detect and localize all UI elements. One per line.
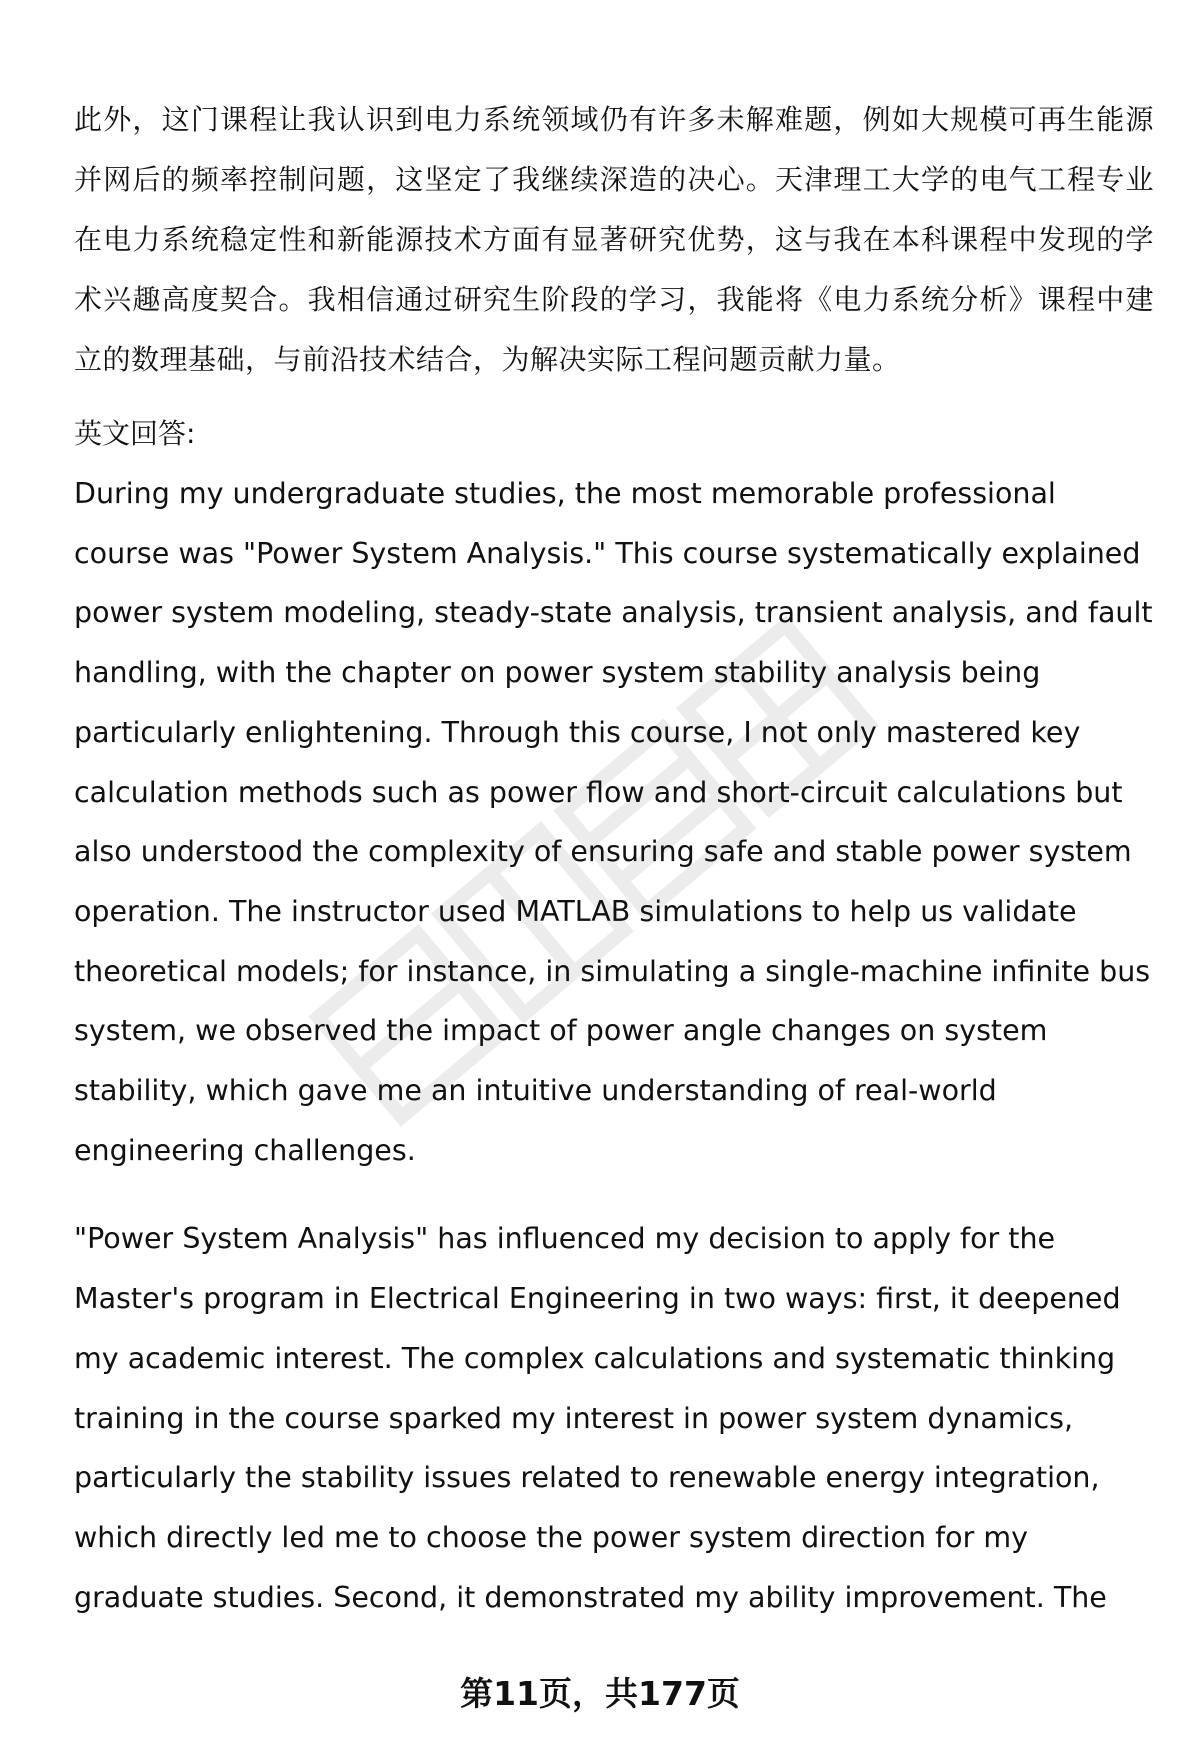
english-paragraph-1: During my undergraduate studies, the most memorable professional course was "Power System Analysis." This course systematically explained power system modeling, steady-state analysis, transient analysis, and fault handling, with the chapter on power system stability analysis being particularly enlightening. Through this course, I not only mastered key calculation methods such as power flow and short-circuit calculations but also understood the complexity of ensuring safe and stable power system operation. The instructor used MATLAB simulations to help us validate theoretical models; for instance, in simulating a single-machine infinite bus system, we observed the impact of power angle changes on system stability, which gave me an intuitive understanding of real-world engineering challenges. xyxy=(74,477,1153,1167)
page-number-footer: 第11页，共177页 xyxy=(460,1674,740,1713)
chinese-paragraph: 此外，这门课程让我认识到电力系统领域仍有许多未解难题，例如大规模可再生能源并网后的频率控制问题，这坚定了我继续深造的决心。天津理工大学的电气工程专业在电力系统稳定性和新能源技术方面有显著研究优势，这与我在本科课程中发现的学术兴趣高度契合。我相信通过研究生阶段的学习，我能将《电力系统分析》课程中建立的数理基础，与前沿技术结合，为解决实际工程问题贡献力量。 xyxy=(74,103,1154,376)
document-body xyxy=(74,90,1154,1656)
english-answer-label: 英文回答: xyxy=(74,417,196,450)
english-paragraph-2: "Power System Analysis" has influenced my decision to apply for the Master's program in Electrical Engineering in two ways: first, it deepened my academic interest. The complex calculations and systematic thinking training in the course sparked my interest in power system dynamics, particularly the stability issues related to renewable energy integration, which directly led me to choose the power system direction for my graduate studies. Second, it demonstrated my ability improvement. The xyxy=(74,1222,1121,1614)
